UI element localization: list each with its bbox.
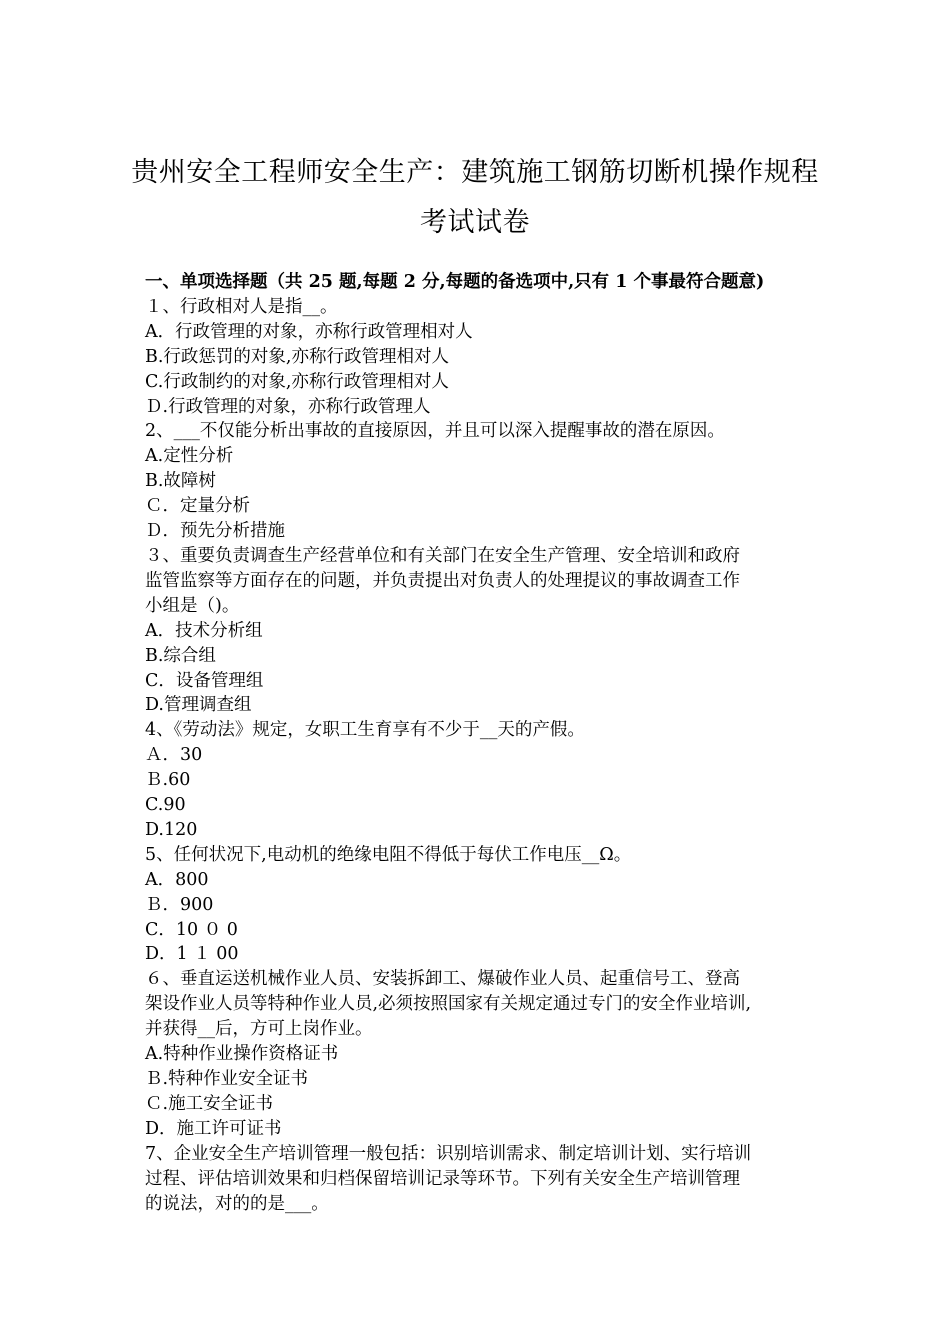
question-text: １、行政相对人是指__。 — [145, 296, 338, 317]
answer-option: B.综合组 — [145, 645, 216, 666]
question-text: 4、《劳动法》规定，女职工生育享有不少于__天的产假。 — [145, 720, 585, 741]
question-text: ６、垂直运送机械作业人员、安装拆卸工、爆破作业人员、起重信号工、登高 — [145, 969, 740, 990]
answer-option: Ｂ.特种作业安全证书 — [145, 1069, 309, 1089]
answer-option: D．施工许可证书 — [145, 1118, 282, 1139]
answer-option: D.管理调查组 — [145, 695, 252, 716]
question-text: 5、任何状况下,电动机的绝缘电阻不得低于每伏工作电压__Ω。 — [145, 844, 632, 865]
answer-option: Ｂ．900 — [145, 894, 214, 915]
answer-option: Ｄ．预先分析措施 — [145, 521, 285, 542]
answer-option: B.行政惩罚的对象,亦称行政管理相对人 — [145, 346, 449, 367]
answer-option: C．10 ０ 0 — [145, 919, 238, 940]
answer-option: Ｃ.施工安全证书 — [145, 1093, 274, 1114]
answer-option: A．800 — [145, 869, 209, 890]
document-body — [145, 270, 815, 1216]
question-text: ３、重要负责调查生产经营单位和有关部门在安全生产管理、安全培训和政府 — [145, 545, 740, 566]
answer-option: Ａ．30 — [145, 745, 203, 766]
answer-option: A．技术分析组 — [145, 620, 263, 641]
answer-option: B.故障树 — [145, 471, 216, 492]
question-text: 架设作业人员等特种作业人员,必须按照国家有关规定通过专门的安全作业培训, — [145, 994, 752, 1015]
answer-option: Ｂ.60 — [145, 770, 191, 791]
question-text: 2、___不仅能分析出事故的直接原因，并且可以深入提醒事故的潜在原因。 — [145, 421, 725, 442]
question-text: 监管监察等方面存在的问题，并负责提出对负责人的处理提议的事故调查工作 — [145, 570, 740, 591]
question-text: 过程、评估培训效果和归档保留培训记录等环节。下列有关安全生产培训管理 — [145, 1168, 740, 1189]
question-text: 并获得__后，方可上岗作业。 — [145, 1019, 373, 1040]
answer-option: C．设备管理组 — [145, 670, 264, 691]
answer-option: A.定性分析 — [145, 446, 234, 467]
question-text: 的说法，对的的是___。 — [145, 1193, 329, 1214]
answer-option: A．行政管理的对象，亦称行政管理相对人 — [145, 321, 473, 342]
question-text: 小组是（)。 — [145, 595, 240, 616]
answer-option: D.120 — [145, 819, 198, 840]
section-heading: 一、单项选择题（共 25 题,每题 2 分,每题的备选项中,只有 1 个事最符合题意) — [145, 272, 765, 292]
question-text: 7、企业安全生产培训管理一般包括：识别培训需求、制定培训计划、实行培训 — [145, 1143, 752, 1164]
answer-option: D．1 １ 00 — [145, 944, 239, 965]
answer-option: C.行政制约的对象,亦称行政管理相对人 — [145, 371, 449, 392]
answer-option: A.特种作业操作资格证书 — [145, 1044, 339, 1065]
document-title-line-2: 考试试卷 — [420, 207, 530, 238]
document-title-line-1: 贵州安全工程师安全生产：建筑施工钢筋切断机操作规程 — [131, 157, 819, 188]
answer-option: C.90 — [145, 795, 186, 816]
answer-option: Ｄ.行政管理的对象，亦称行政管理人 — [145, 396, 431, 417]
answer-option: Ｃ．定量分析 — [145, 496, 250, 517]
